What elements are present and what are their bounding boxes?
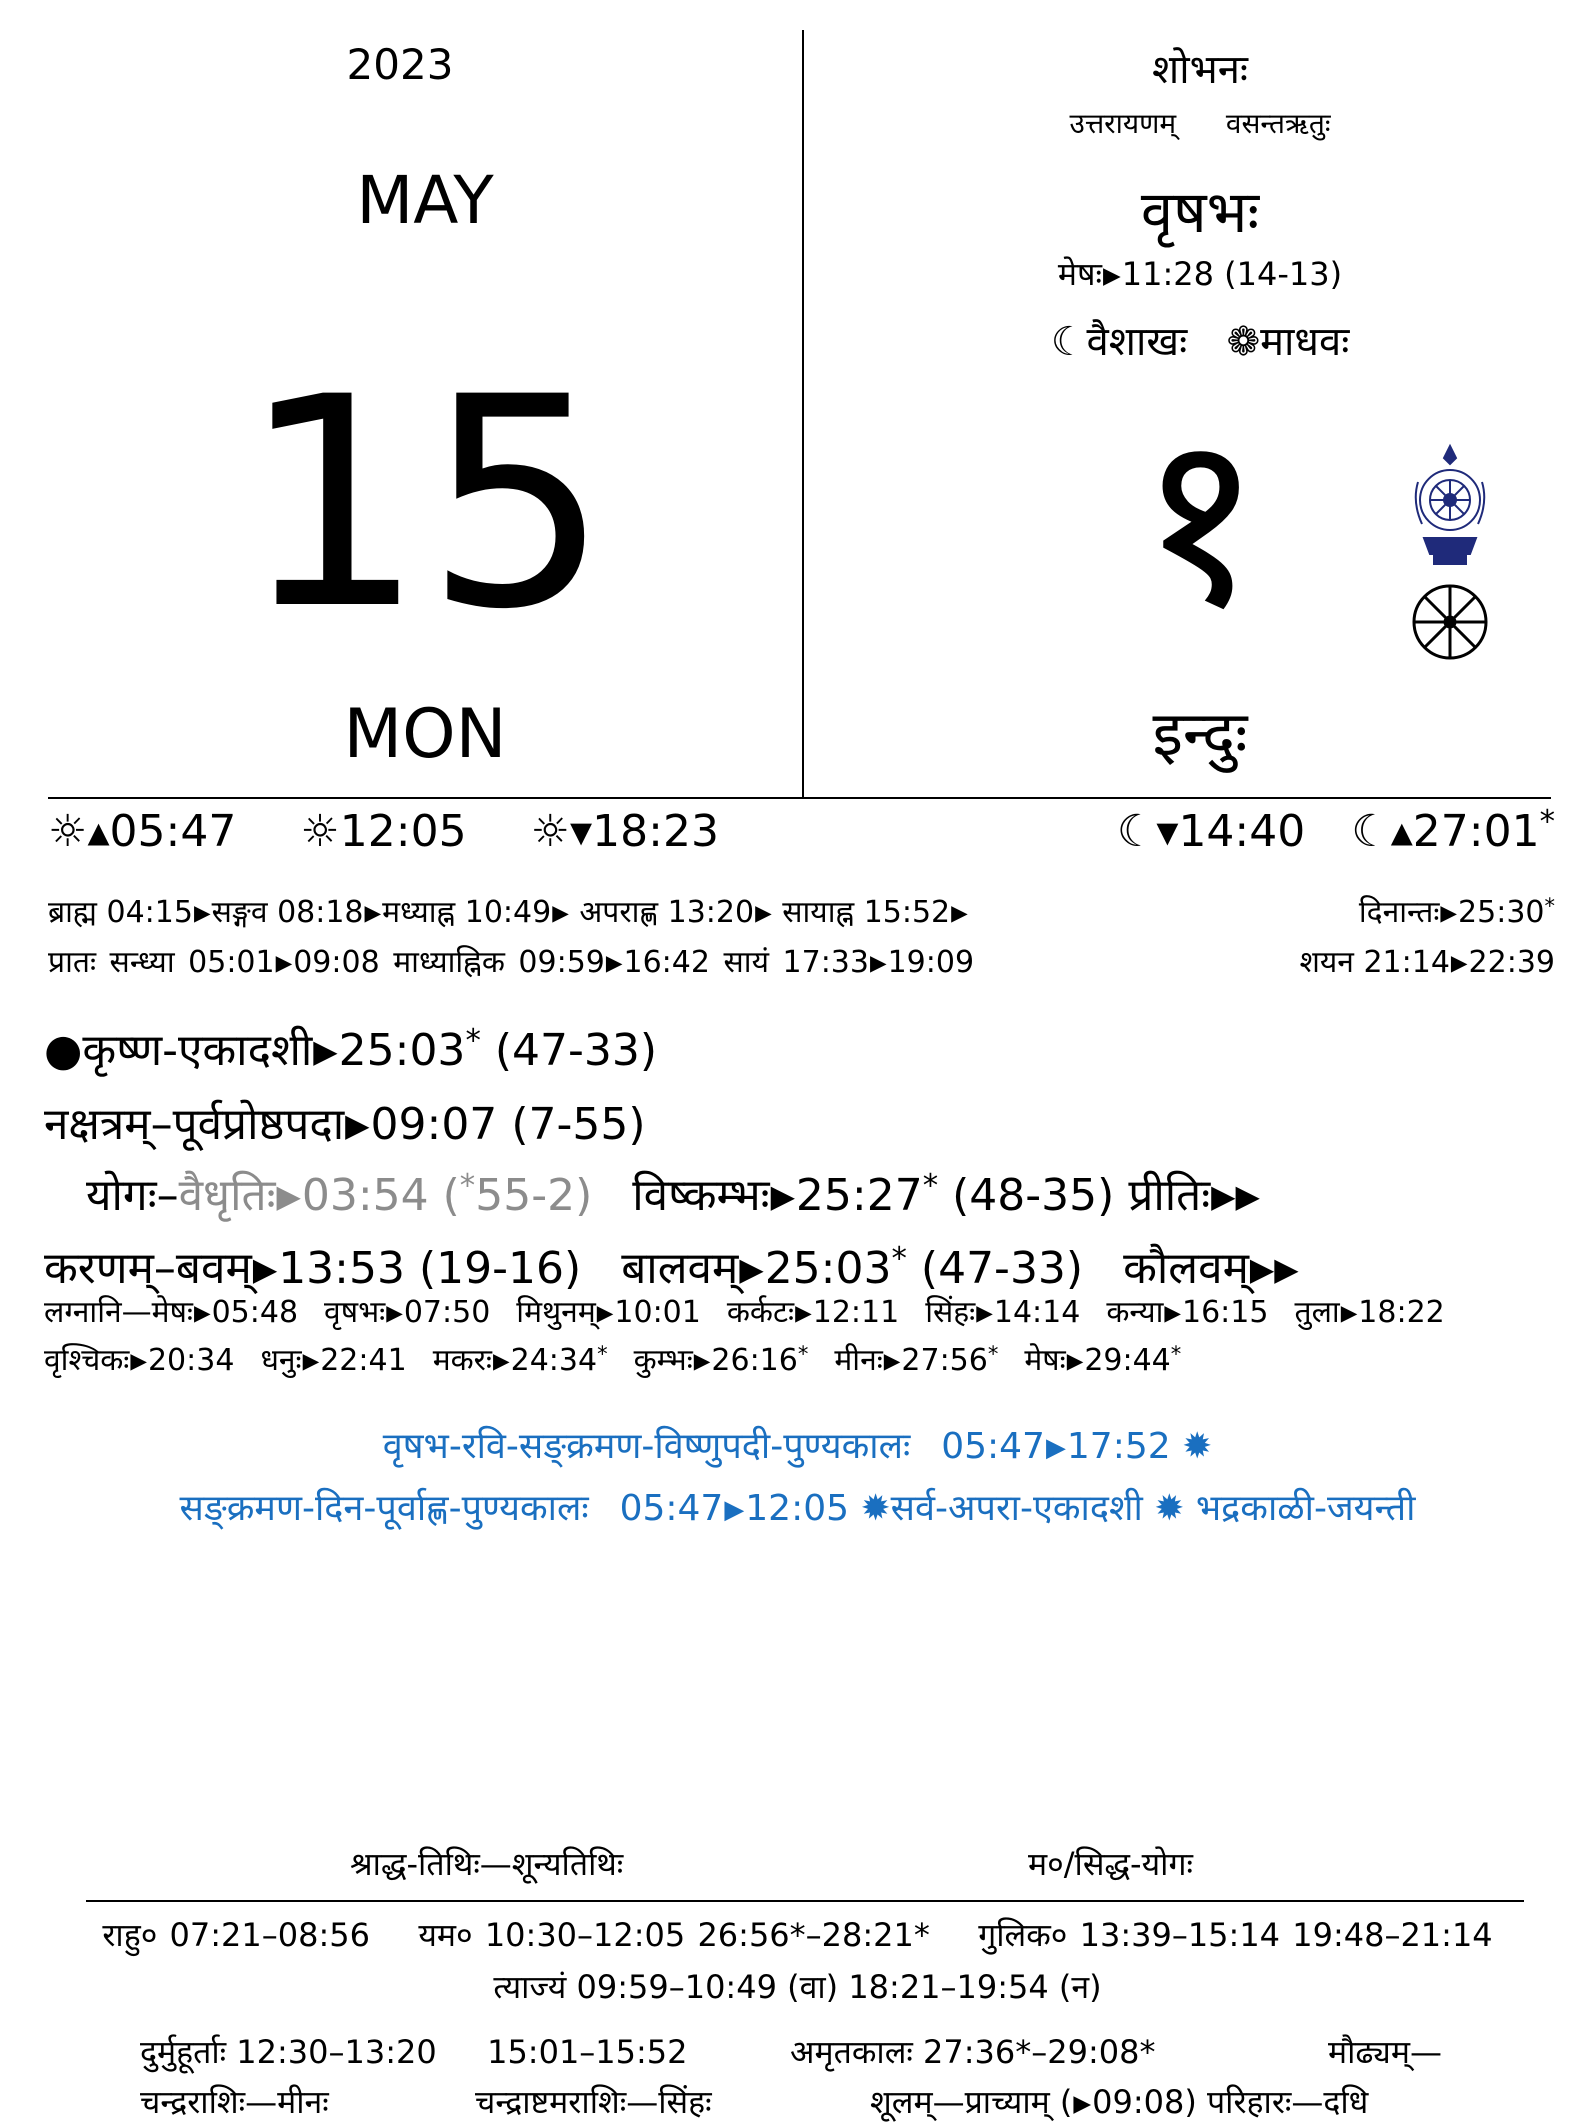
lagna-entry: [1106, 1295, 1268, 1330]
lagna-entry: [1294, 1295, 1444, 1330]
yoga-2-ghati: (48-35): [952, 1170, 1115, 1221]
lunar-month: वैशाखः: [1086, 319, 1188, 365]
yama-ganda: यम० 10:30–12:05: [418, 1916, 686, 1954]
sun-wheel-icon: ❁: [1226, 319, 1261, 365]
play-icon: ▶: [193, 901, 211, 927]
lagna-name: मेषः: [151, 1295, 193, 1330]
lagna-time: 10:01: [614, 1295, 701, 1330]
lagna-time: 20:34: [147, 1343, 235, 1378]
festival-jayanti: भद्रकाळी-जयन्ती: [1195, 1488, 1416, 1529]
sayahna-label: सायाह्न: [782, 895, 855, 930]
play-icon: ▶: [1164, 1301, 1181, 1327]
lagna-star: *: [797, 1341, 809, 1366]
lagna-entry: [324, 1295, 490, 1330]
tyajyam: त्याज्यं 09:59–10:49 (वा) 18:21–19:54 (न): [493, 1968, 1102, 2006]
brahma-time: 04:15: [106, 895, 193, 930]
lagna-time: 18:22: [1358, 1295, 1445, 1330]
year-name: शोभनः: [1152, 47, 1248, 93]
lagna-entry: [727, 1295, 899, 1330]
play-icon: ▶: [693, 1349, 711, 1375]
lagna-time: 16:15: [1182, 1295, 1269, 1330]
festival-line-2: [0, 1482, 1595, 1531]
play-icon: ▶: [130, 1349, 147, 1375]
yama-ganda-2: 26:56*–28:21*: [697, 1916, 930, 1954]
sangava-time: 08:18: [277, 895, 364, 930]
double-play-icon: ▶▶: [1211, 1179, 1260, 1216]
pratah-label: प्रातः: [48, 945, 96, 980]
noon-icon: ☼: [300, 806, 340, 857]
shraddha-tithi: श्राद्ध-तिथिः—शून्यतिथिः: [350, 1845, 624, 1883]
nakshatra-ghati: (7-55): [511, 1099, 646, 1150]
dinanta-star: *: [1544, 893, 1555, 918]
madhyahna-label: मध्याह्न: [382, 895, 456, 930]
shulam-parihara: [870, 2080, 1368, 2123]
solar-month: वृषभः: [1140, 178, 1260, 246]
shayana-time: 21:14: [1363, 945, 1450, 980]
festival-2-time: 05:47: [619, 1488, 724, 1529]
karana-line: करणम्–बवम्▶13:53 (19-16) बालवम्▶25:03* (47-33) कौलवम्▶▶: [44, 1241, 1299, 1294]
lagna-name: धनुः: [260, 1343, 302, 1378]
play-icon: ▶: [1066, 1349, 1084, 1375]
year: 2023: [346, 40, 454, 89]
lagna-name: मिथुनम्: [516, 1295, 596, 1330]
pratah-end: 09:08: [293, 945, 380, 980]
lagna-row-1: लग्नानि—मेषः▶05:48 वृषभः▶07:50 मिथुनम्▶10:01 कर्कटः▶12:11 सिंहः▶14:14 कन्या▶16:15 तुला▶18:22: [44, 1295, 1445, 1330]
durmuhurta-1: दुर्मुहूर्ताः 12:30–13:20: [140, 2033, 437, 2071]
play-icon: ▶: [313, 1034, 338, 1071]
karana-3-name: कौलवम्: [1123, 1243, 1249, 1294]
festival-2-end: 12:05: [745, 1488, 850, 1529]
moon-times: [1117, 806, 1555, 857]
day-parts: [48, 890, 969, 931]
lagna-time: 14:14: [993, 1295, 1081, 1330]
lagna-row-2: [44, 1338, 1207, 1379]
vertical-divider: [802, 30, 804, 797]
play-icon: ▶: [951, 901, 968, 927]
nakshatra-line: नक्षत्रम्–पूर्वप्रोष्ठपदा▶09:07 (7-55): [44, 1099, 646, 1150]
play-icon: ▶: [302, 1349, 320, 1375]
play-icon: ▶: [883, 1349, 901, 1375]
karana-2-time: 25:03: [764, 1243, 892, 1294]
tithi-star: *: [465, 1023, 481, 1060]
brahma-label: ब्राह्म: [48, 895, 97, 930]
lagna-star: *: [987, 1341, 999, 1366]
solar-day-numeral: १: [1137, 380, 1263, 660]
rahu-kala: राहु० 07:21–08:56: [102, 1916, 370, 1954]
moonrise-icon: ☾▴: [1351, 806, 1413, 857]
play-icon: ▶: [795, 1301, 812, 1327]
yoga-3-name: प्रीतिः: [1128, 1170, 1211, 1221]
lagna-name: सिंहः: [925, 1295, 976, 1330]
nakshatra-name: पूर्वप्रोष्ठपदा: [172, 1099, 345, 1150]
play-icon: ▶: [596, 1301, 614, 1327]
lagna-name: कर्कटः: [726, 1295, 795, 1330]
lagna-name: तुला: [1294, 1295, 1340, 1330]
weekday: MON: [343, 695, 507, 774]
karana-2-ghati: (47-33): [920, 1243, 1084, 1294]
lagna-time: 26:16: [711, 1343, 798, 1378]
shayana: [1299, 940, 1555, 981]
lagna-time: 29:44: [1084, 1343, 1171, 1378]
karana-1-ghati: (19-16): [419, 1243, 582, 1294]
tithi-ghati: (47-33): [494, 1025, 658, 1076]
sun-flower-icon: ✹: [1182, 1426, 1213, 1467]
yoga-2-star: *: [922, 1168, 939, 1205]
footer-rule: [86, 1900, 1524, 1902]
chandrashtama-rasi: चन्द्राष्टमराशिः—सिंहः: [475, 2083, 712, 2121]
aparahna-time: 13:20: [667, 895, 755, 930]
ritu: वसन्तऋतुः: [1225, 107, 1331, 140]
yoga-1-ghati: 55-2: [475, 1170, 576, 1221]
amrita-kala: अमृतकालः 27:36*–29:08*: [790, 2033, 1156, 2071]
lagna-entry: [516, 1295, 701, 1330]
tithi-line: [44, 1018, 657, 1078]
madhyahna-time: 10:49: [464, 895, 552, 930]
dinanta: [1359, 890, 1555, 931]
ayana-ritu: [805, 104, 1595, 142]
nakshatra-time: 09:07: [370, 1099, 498, 1150]
lagna-time: 12:11: [812, 1295, 900, 1330]
play-icon: ▶: [1440, 901, 1458, 927]
play-icon: ▶: [1103, 263, 1121, 290]
sayam-time: 17:33: [782, 945, 869, 980]
crescent-moon-icon: ☾: [1050, 319, 1087, 365]
gulika-kala: गुलिक० 13:39–15:14: [978, 1916, 1281, 1954]
play-icon: ▶: [276, 1179, 301, 1216]
sayahna-time: 15:52: [863, 895, 951, 930]
prev-rasi-time: 11:28 (14-13): [1121, 255, 1343, 293]
solar-month-transition: [805, 252, 1595, 295]
madhyahnika-end: 16:42: [623, 945, 710, 980]
sun-times: [48, 806, 719, 857]
lagna-label: लग्नानि: [44, 1295, 122, 1330]
sunset-time: 18:23: [592, 806, 719, 857]
play-icon: ▶: [869, 951, 887, 977]
lagna-entry: [44, 1343, 234, 1378]
double-play-icon: ▶▶: [1249, 1252, 1299, 1289]
moon-phase-icon: ●: [44, 1025, 83, 1076]
play-icon: ▶: [605, 951, 623, 977]
sunrise-icon: ☼▴: [48, 806, 110, 857]
ayana: उत्तरायणम्: [1069, 107, 1177, 140]
play-icon: ▶: [1450, 951, 1468, 977]
lagna-name: वृषभः: [324, 1295, 386, 1330]
festival-ekadashi: सर्व-अपरा-एकादशी: [890, 1488, 1143, 1529]
shayana-label: शयन: [1299, 945, 1354, 980]
play-icon: ▶: [345, 1108, 370, 1145]
prev-rasi: मेषः: [1057, 255, 1103, 293]
play-icon: ▶: [770, 1179, 795, 1216]
aparahna-label: अपराह्ण: [579, 895, 659, 930]
gulika-kala-2: 19:48–21:14: [1292, 1916, 1493, 1954]
dinanta-label: दिनान्तः: [1358, 895, 1440, 930]
dharma-chakra-emblem: [1410, 442, 1490, 672]
lagna-name: मीनः: [834, 1343, 883, 1378]
festival-line-1: [0, 1420, 1595, 1469]
yoga-1-time: 03:54: [301, 1170, 429, 1221]
moonrise-time: 27:01: [1412, 806, 1540, 857]
karana-1-time: 13:53: [278, 1243, 405, 1294]
durmuhurta: [140, 2030, 688, 2073]
shayana-end: 22:39: [1468, 945, 1555, 980]
yoga-2-name: विष्कम्भः: [632, 1170, 770, 1221]
yoga-1-star: *: [459, 1168, 476, 1205]
sangava-label: सङ्गव: [211, 895, 268, 930]
yoga-2-time: 25:27: [795, 1170, 923, 1221]
sayam-end: 19:09: [887, 945, 975, 980]
festival-2-text: सङ्क्रमण-दिन-पूर्वाह्ण-पुण्यकालः: [179, 1488, 589, 1529]
dinanta-time: 25:30: [1458, 895, 1545, 930]
month: MAY: [356, 162, 494, 239]
sunrise-time: 05:47: [109, 806, 237, 857]
karana-label: करणम्: [44, 1243, 154, 1294]
sun-flower-icon: ✹: [860, 1488, 891, 1529]
month-names: [805, 312, 1595, 367]
moonrise-star: *: [1539, 804, 1555, 841]
yoga-line: योगः–वैधृतिः▶03:54 (*55-2) विष्कम्भः▶25:27* (48-35) प्रीतिः▶▶: [86, 1168, 1260, 1221]
play-icon: ▶: [193, 1301, 211, 1327]
play-icon: ▶: [252, 1252, 278, 1289]
lagna-entry: [834, 1343, 998, 1378]
madhyahnika-label: माध्याह्निक: [393, 945, 505, 980]
yoga-1-name: वैधृतिः: [178, 1170, 276, 1221]
lagna-time: 22:41: [320, 1343, 407, 1378]
festival-1-time: 05:47: [941, 1426, 1045, 1467]
sayam-label: सायं: [723, 945, 769, 980]
header-rule: [48, 797, 1551, 799]
pratah-time: 05:01: [188, 945, 275, 980]
play-icon: ▶: [755, 901, 772, 927]
lagna-entry: [260, 1343, 406, 1378]
chandra-rasi: चन्द्रराशिः—मीनः: [140, 2083, 329, 2121]
weekday-deity: इन्दुः: [1152, 697, 1248, 770]
lagna-name: मेषः: [1024, 1343, 1066, 1378]
lagna-name: कन्या: [1106, 1295, 1164, 1330]
play-icon: ▶: [1340, 1301, 1358, 1327]
lagna-time: 27:56: [901, 1343, 988, 1378]
festival-1-text: वृषभ-रवि-सङ्क्रमण-विष्णुपदी-पुण्यकालः: [382, 1426, 911, 1467]
play-icon: ▶: [493, 1349, 510, 1375]
day-number: 15: [240, 336, 610, 673]
durmuhurta-2: 15:01–15:52: [487, 2033, 688, 2071]
moonset-icon: ☾▾: [1116, 806, 1179, 857]
karana-2-name: बालवम्: [621, 1243, 739, 1294]
lagna-time: 24:34: [510, 1343, 598, 1378]
siddha-yoga: म०/सिद्ध-योगः: [1028, 1845, 1193, 1883]
lagna-name: मकरः: [432, 1343, 492, 1378]
lagna-star: *: [597, 1341, 608, 1366]
lagna-entry: [152, 1295, 298, 1330]
festival-1-end: 17:52: [1066, 1426, 1171, 1467]
play-icon: ▶: [275, 951, 293, 977]
moonset-time: 14:40: [1178, 806, 1306, 857]
maudhya: मौढ्यम्—: [1328, 2033, 1443, 2071]
sandhya-times: [48, 940, 974, 981]
yoga-label: योगः: [86, 1170, 157, 1221]
sunset-icon: ☼▾: [530, 806, 593, 857]
shulam: शूलम्—प्राच्याम् (: [870, 2083, 1073, 2121]
noon-time: 12:05: [339, 806, 467, 857]
lagna-name: कुम्भः: [633, 1343, 693, 1378]
play-icon: ▶: [976, 1301, 993, 1327]
lagna-entry: [433, 1343, 608, 1378]
lagna-star: *: [1170, 1341, 1182, 1366]
madhyahnika-time: 09:59: [518, 945, 605, 980]
lagna-entry: [634, 1343, 809, 1378]
karana-2-star: *: [891, 1241, 907, 1278]
play-icon: ▶: [1045, 1432, 1066, 1463]
play-icon: ▶: [1073, 2091, 1092, 2118]
tithi-time: 25:03: [338, 1025, 466, 1076]
tithi-name: कृष्ण-एकादशी: [82, 1025, 313, 1076]
nakshatra-label: नक्षत्रम्: [44, 1099, 151, 1150]
lagna-time: 07:50: [403, 1295, 491, 1330]
shulam-time: 09:08): [1092, 2083, 1197, 2121]
sun-flower-icon: ✹: [1154, 1488, 1185, 1529]
rahu-yama-gulika: [0, 1913, 1595, 1956]
sandhya-label: सन्ध्या: [109, 945, 175, 980]
lagna-entry: [925, 1295, 1080, 1330]
play-icon: ▶: [724, 1494, 745, 1525]
karana-1-name: बवम्: [175, 1243, 252, 1294]
lagna-time: 05:48: [211, 1295, 299, 1330]
lagna-name: वृश्चिकः: [44, 1343, 130, 1378]
play-icon: ▶: [552, 901, 569, 927]
play-icon: ▶: [386, 1301, 403, 1327]
play-icon: ▶: [739, 1252, 764, 1289]
lagna-entry: [1024, 1343, 1181, 1378]
parihara: परिहारः—दधि: [1207, 2083, 1369, 2121]
play-icon: ▶: [364, 901, 382, 927]
vedic-month: माधवः: [1260, 319, 1350, 365]
